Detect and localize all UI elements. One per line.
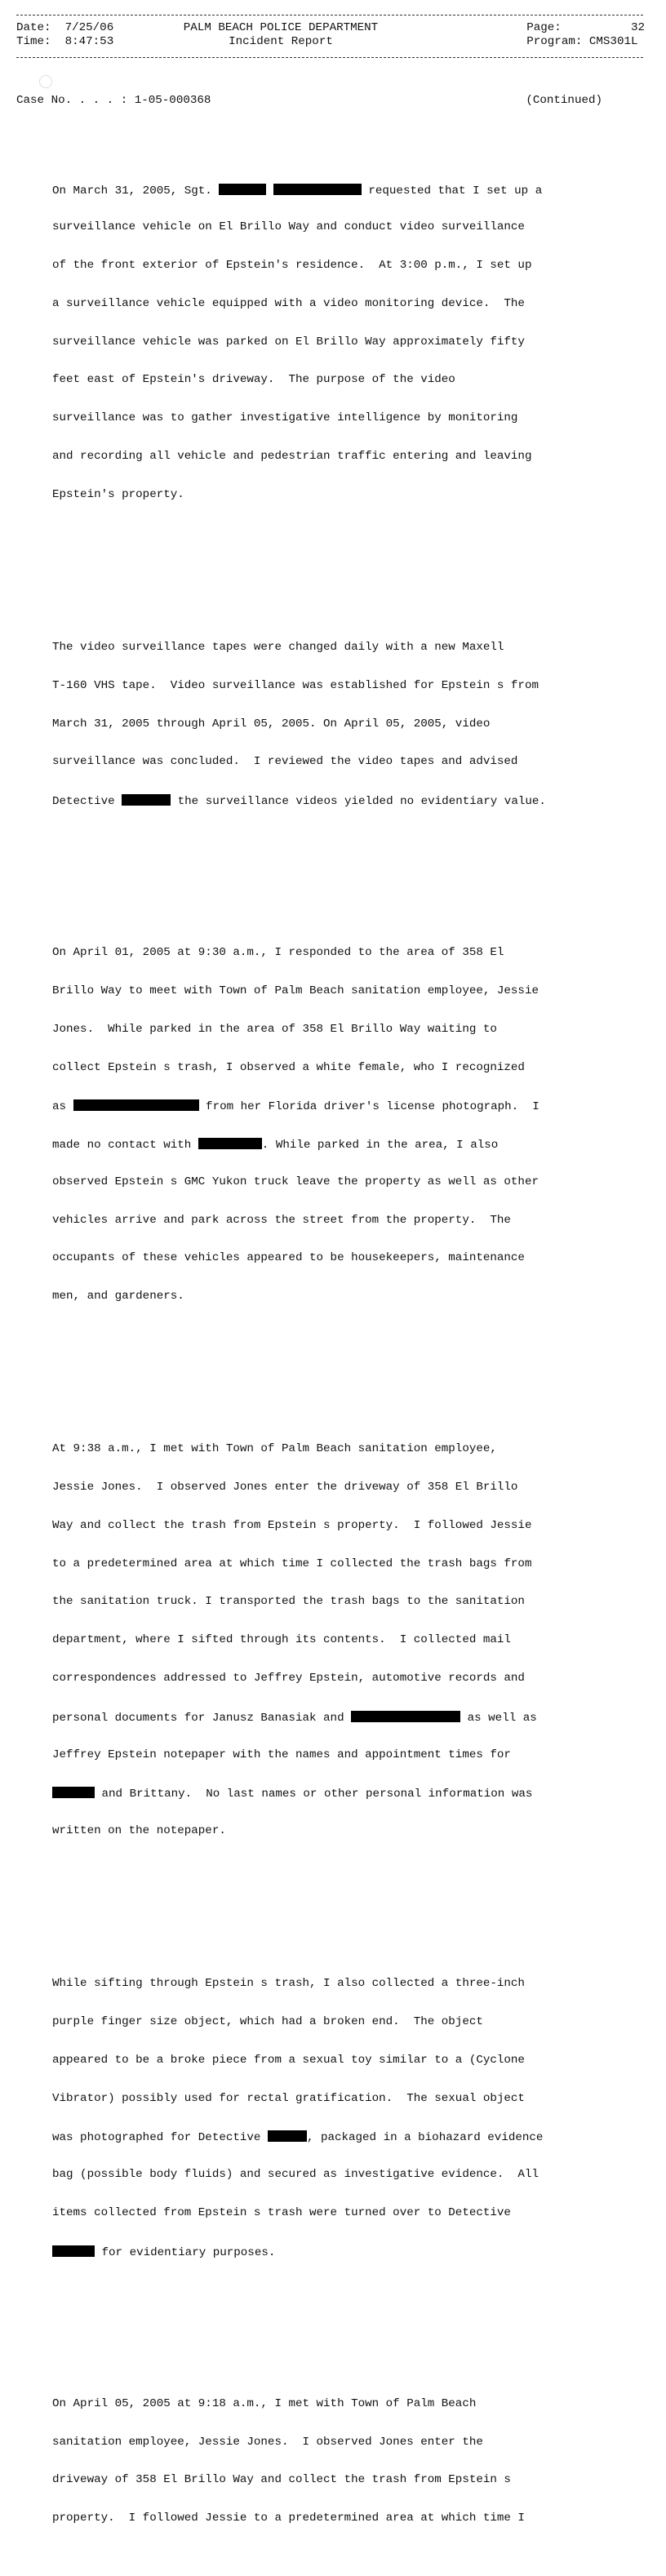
paragraph-6 xyxy=(16,2373,653,2551)
text-line: items collected from Epstein s trash were turned over to Detective xyxy=(52,2205,511,2219)
continued-label: (Continued) xyxy=(526,94,602,107)
bottom-dashed-rule xyxy=(16,57,643,58)
redaction-box xyxy=(219,184,266,195)
text-line: Vibrator) possibly used for rectal gratification. The sexual object xyxy=(52,2091,525,2105)
text-run: and Brittany. No last names or other personal information was xyxy=(95,1788,533,1801)
text-line: to a predetermined area at which time I collected the trash bags from xyxy=(52,1557,532,1570)
text-line xyxy=(16,1787,653,1800)
redaction-box xyxy=(122,794,171,806)
text-line: Jessie Jones. I observed Jones enter the driveway of 358 El Brillo xyxy=(52,1481,518,1495)
redaction-box xyxy=(52,1787,95,1798)
page-label: Page: xyxy=(526,21,562,34)
text-line: department, where I sifted through its contents. I collected mail xyxy=(52,1633,511,1647)
redaction-box xyxy=(268,2130,307,2142)
text-line: While sifting through Epstein s trash, I also collected a three-inch xyxy=(52,1977,525,1991)
text-line: a surveillance vehicle equipped with a video monitoring device. The xyxy=(52,296,525,310)
text-line: purple finger size object, which had a broken end. The object xyxy=(52,2015,483,2029)
text-line: The video surveillance tapes were changed daily with a new Maxell xyxy=(52,640,504,654)
redaction-box xyxy=(52,2245,95,2257)
text-line: surveillance vehicle was parked on El Brillo Way approximately fifty xyxy=(52,335,525,349)
report-body xyxy=(16,107,653,2576)
paragraph-3 xyxy=(16,922,653,1329)
text-line: men, and gardeners. xyxy=(52,1290,184,1304)
text-run: the surveillance videos yielded no evidentiary value. xyxy=(171,795,546,809)
text-line: T-160 VHS tape. Video surveillance was established for Epstein s from xyxy=(52,678,539,692)
redaction-box xyxy=(73,1099,199,1111)
department-name: PALM BEACH POLICE DEPARTMENT xyxy=(183,21,379,34)
text-line: On April 05, 2005 at 9:18 a.m., I met with Town of Palm Beach xyxy=(52,2396,477,2410)
text-line: written on the notepaper. xyxy=(52,1824,226,1838)
program-label: Program: xyxy=(526,35,583,48)
paragraph-5 xyxy=(16,1952,653,2283)
text-line: On April 01, 2005 at 9:30 a.m., I responded to the area of 358 El xyxy=(52,946,504,960)
text-line: observed Epstein s GMC Yukon truck leave the property as well as other xyxy=(52,1175,539,1188)
text-line: surveillance was concluded. I reviewed the video tapes and advised xyxy=(52,755,518,769)
text-run: as well as xyxy=(460,1711,537,1725)
text-line: and recording all vehicle and pedestrian traffic entering and leaving xyxy=(52,450,532,464)
redaction-box xyxy=(198,1138,262,1149)
text-line xyxy=(16,794,653,807)
report-title: Incident Report xyxy=(229,35,333,48)
date-value: 7/25/06 xyxy=(64,21,114,34)
text-run: personal documents for Janusz Banasiak and xyxy=(52,1711,352,1725)
program-code: CMS301L xyxy=(588,35,638,48)
text-line: Epstein's property. xyxy=(52,487,184,501)
text-line: correspondences addressed to Jeffrey Epstein, automotive records and xyxy=(52,1672,525,1686)
text-line: Brillo Way to meet with Town of Palm Beach sanitation employee, Jessie xyxy=(52,984,539,997)
text-line: appeared to be a broke piece from a sexual toy similar to a (Cyclone xyxy=(52,2053,525,2067)
top-dashed-rule xyxy=(16,15,643,16)
text-run: On March 31, 2005, Sgt. xyxy=(52,184,220,198)
report-header xyxy=(16,21,645,54)
text-line: Jeffrey Epstein notepaper with the names and appointment times for xyxy=(52,1748,511,1761)
text-line: March 31, 2005 through April 05, 2005. On April 05, 2005, video xyxy=(52,717,491,731)
text-line: Way and collect the trash from Epstein s property. I followed Jessie xyxy=(52,1518,532,1532)
text-line: property. I followed Jessie to a predetermined area at which time I xyxy=(52,2512,525,2525)
text-line xyxy=(16,1099,653,1113)
text-line: collect Epstein s trash, I observed a white female, who I recognized xyxy=(52,1060,525,1074)
text-line: At 9:38 a.m., I met with Town of Palm Beach sanitation employee, xyxy=(52,1442,497,1456)
text-line: surveillance was to gather investigative intelligence by monitoring xyxy=(52,411,518,425)
text-line: driveway of 358 El Brillo Way and collect the trash from Epstein s xyxy=(52,2473,511,2487)
text-line: bag (possible body fluids) and secured as investigative evidence. All xyxy=(52,2168,539,2182)
paragraph-1 xyxy=(16,158,653,526)
text-run: . While parked in the area, I also xyxy=(261,1139,499,1153)
text-run: Detective xyxy=(52,795,122,809)
paragraph-4 xyxy=(16,1418,653,1863)
text-line xyxy=(16,2130,653,2143)
text-line: of the front exterior of Epstein's residence. At 3:00 p.m., I set up xyxy=(52,259,532,273)
text-run: , packaged in a biohazard evidence xyxy=(306,2131,544,2145)
text-run: requested that I set up a xyxy=(361,184,543,198)
text-line: feet east of Epstein's driveway. The purpose of the video xyxy=(52,373,455,387)
faint-stamp-mark xyxy=(39,75,52,88)
text-line: vehicles arrive and park across the street from the property. The xyxy=(52,1213,511,1227)
text-line xyxy=(16,1138,653,1151)
case-number: Case No. . . . : 1-05-000368 xyxy=(16,94,211,107)
text-line: the sanitation truck. I transported the trash bags to the sanitation xyxy=(52,1595,525,1609)
header-right xyxy=(526,21,645,49)
text-line: surveillance vehicle on El Brillo Way and conduct video surveillance xyxy=(52,220,525,234)
text-line: occupants of these vehicles appeared to be housekeepers, maintenance xyxy=(52,1251,525,1265)
text-run: for evidentiary purposes. xyxy=(95,2245,276,2259)
time-value: 8:47:53 xyxy=(64,35,114,48)
text-line xyxy=(16,1711,653,1724)
time-label: Time: xyxy=(16,35,51,48)
date-label: Date: xyxy=(16,21,51,34)
text-run: from her Florida driver's license photograph. I xyxy=(198,1100,539,1114)
text-line xyxy=(16,184,653,197)
header-center xyxy=(16,21,545,49)
text-line: sanitation employee, Jessie Jones. I observed Jones enter the xyxy=(52,2435,483,2449)
case-line xyxy=(16,94,602,107)
page-number: 32 xyxy=(630,21,645,34)
text-run: as xyxy=(52,1100,73,1114)
text-line: Jones. While parked in the area of 358 El Brillo Way waiting to xyxy=(52,1022,497,1036)
text-run: made no contact with xyxy=(52,1139,198,1153)
paragraph-2 xyxy=(16,616,653,833)
text-line xyxy=(16,2245,653,2258)
text-run: was photographed for Detective xyxy=(52,2131,268,2145)
redaction-box xyxy=(351,1711,460,1722)
redaction-box xyxy=(273,184,362,195)
